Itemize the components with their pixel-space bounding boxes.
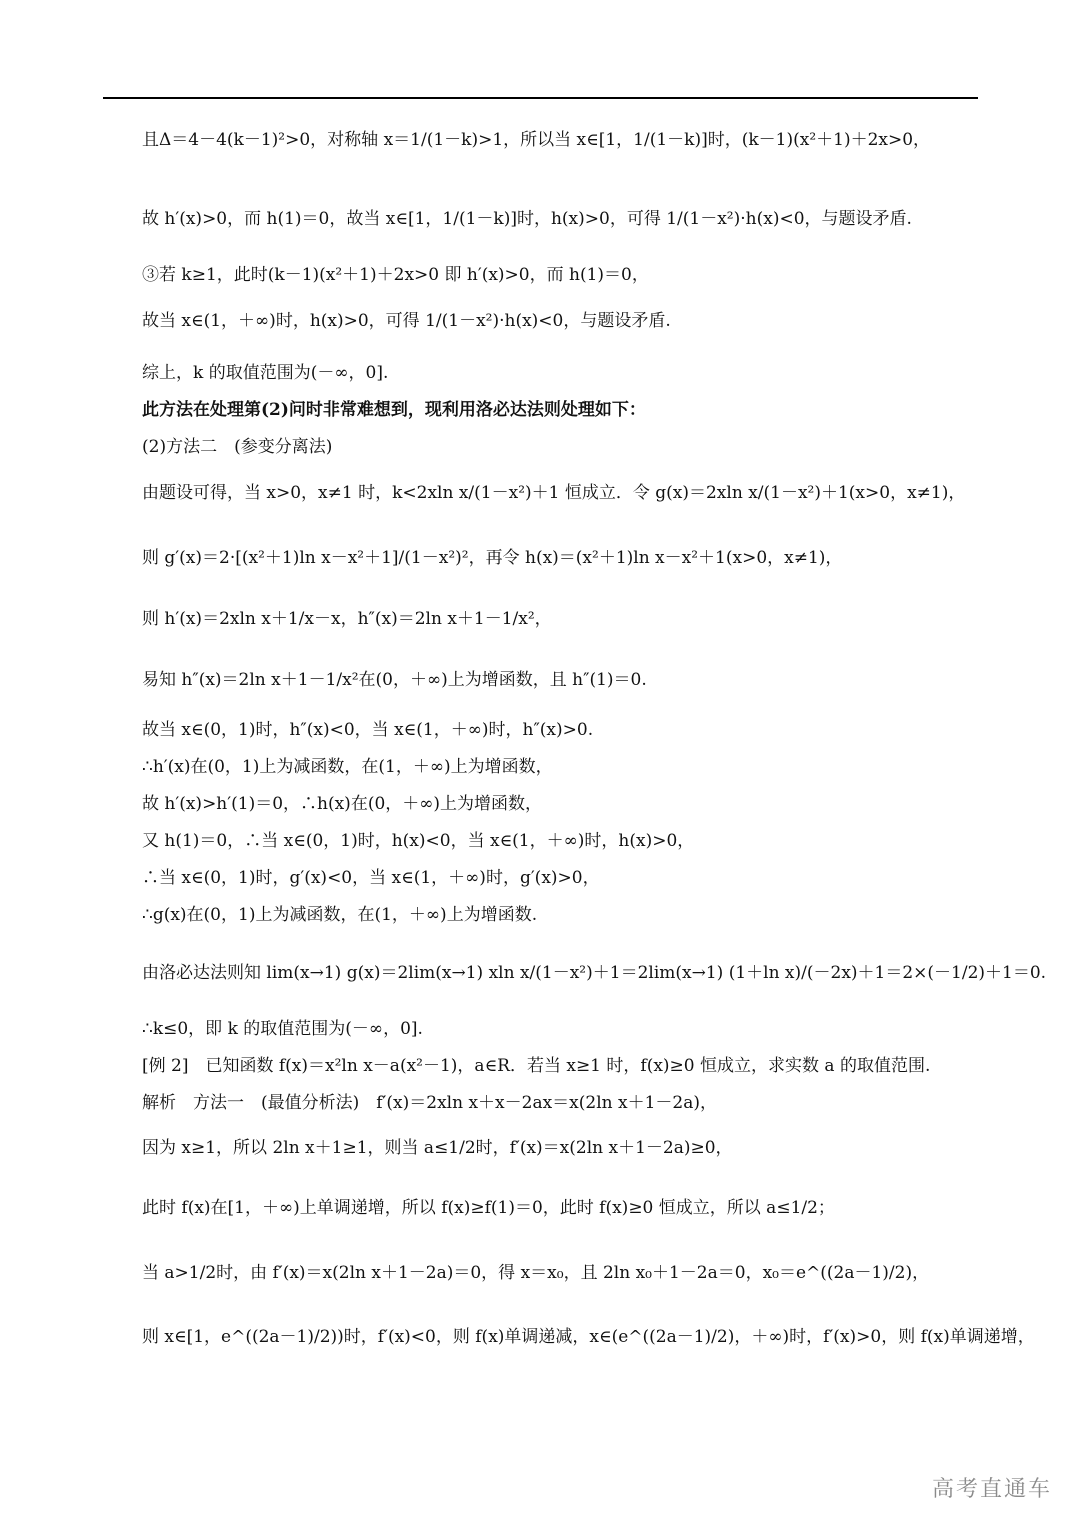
text-line: 此方法在处理第(2)问时非常难想到，现利用洛必达法则处理如下： (142, 400, 646, 420)
text-line: 则 x∈[1，e^((2a－1)/2))时，f′(x)<0，则 f(x)单调递减，x∈(e^((2a－1)/2)，＋∞)时，f′(x)>0，则 f(x)单调递增， (142, 1327, 1035, 1347)
text-line: ∴k≤0，即 k 的取值范围为(－∞，0]. (142, 1019, 423, 1039)
text-line: 由题设可得，当 x>0，x≠1 时，k<2xln x/(1－x²)＋1 恒成立．令 g(x)＝2xln x/(1－x²)＋1(x>0，x≠1)， (142, 483, 966, 503)
text-line: 由洛必达法则知 lim(x→1) g(x)＝2lim(x→1) xln x/(1－x²)＋1＝2lim(x→1) (1＋ln x)/(－2x)＋1＝2×(－1/2)＋1＝0. (142, 963, 1047, 983)
header-rule (103, 97, 978, 99)
text-line: 因为 x≥1，所以 2ln x＋1≥1，则当 a≤1/2时，f′(x)＝x(2ln x＋1－2a)≥0， (142, 1138, 733, 1158)
text-line: 当 a>1/2时，由 f′(x)＝x(2ln x＋1－2a)＝0，得 x＝x₀，且 2ln x₀＋1－2a＝0，x₀＝e^((2a－1)/2)， (142, 1263, 930, 1283)
text-line: 此时 f(x)在[1，＋∞)上单调递增，所以 f(x)≥f(1)＝0，此时 f(x)≥0 恒成立，所以 a≤1/2； (142, 1198, 835, 1218)
text-line: ③若 k≥1，此时(k－1)(x²＋1)＋2x>0 即 h′(x)>0，而 h(1)＝0， (142, 265, 649, 285)
text-line: (2)方法二 (参变分离法) (142, 437, 333, 457)
text-line: 易知 h″(x)＝2ln x＋1－1/x²在(0，＋∞)上为增函数，且 h″(1)＝0. (142, 670, 647, 690)
text-line: ∴当 x∈(0，1)时，g′(x)<0，当 x∈(1，＋∞)时，g′(x)>0， (142, 868, 600, 888)
text-line: 故 h′(x)>0，而 h(1)＝0，故当 x∈[1，1/(1－k)]时，h(x)>0，可得 1/(1－x²)·h(x)<0，与题设矛盾. (142, 209, 912, 229)
text-line: 又 h(1)＝0，∴当 x∈(0，1)时，h(x)<0，当 x∈(1，＋∞)时，h(x)>0， (142, 831, 695, 851)
text-line: 综上，k 的取值范围为(－∞，0]. (142, 363, 389, 383)
text-line: 且Δ＝4－4(k－1)²>0，对称轴 x＝1/(1－k)>1，所以当 x∈[1，1/(1－k)]时，(k－1)(x²＋1)＋2x>0， (142, 130, 931, 150)
text-line: ∴g(x)在(0，1)上为减函数，在(1，＋∞)上为增函数. (142, 905, 538, 925)
text-line: 故当 x∈(1，＋∞)时，h(x)>0，可得 1/(1－x²)·h(x)<0，与题设矛盾. (142, 311, 671, 331)
text-line: [例 2] 已知函数 f(x)＝x²ln x－a(x²－1)，a∈R．若当 x≥1 时，f(x)≥0 恒成立，求实数 a 的取值范围. (142, 1056, 931, 1076)
text-line: 解析 方法一 (最值分析法) f′(x)＝2xln x＋x－2ax＝x(2ln x＋1－2a)， (142, 1093, 717, 1113)
text-line: 故 h′(x)>h′(1)＝0，∴h(x)在(0，＋∞)上为增函数， (142, 794, 543, 814)
text-line: 故当 x∈(0，1)时，h″(x)<0，当 x∈(1，＋∞)时，h″(x)>0. (142, 720, 594, 740)
text-line: ∴h′(x)在(0，1)上为减函数，在(1，＋∞)上为增函数， (142, 757, 553, 777)
text-line: 则 g′(x)＝2·[(x²＋1)ln x－x²＋1]/(1－x²)²，再令 h(x)＝(x²＋1)ln x－x²＋1(x>0，x≠1)， (142, 548, 843, 568)
text-line: 则 h′(x)＝2xln x＋1/x－x，h″(x)＝2ln x＋1－1/x²， (142, 609, 552, 629)
watermark: 高考直通车 (931, 1477, 1052, 1502)
